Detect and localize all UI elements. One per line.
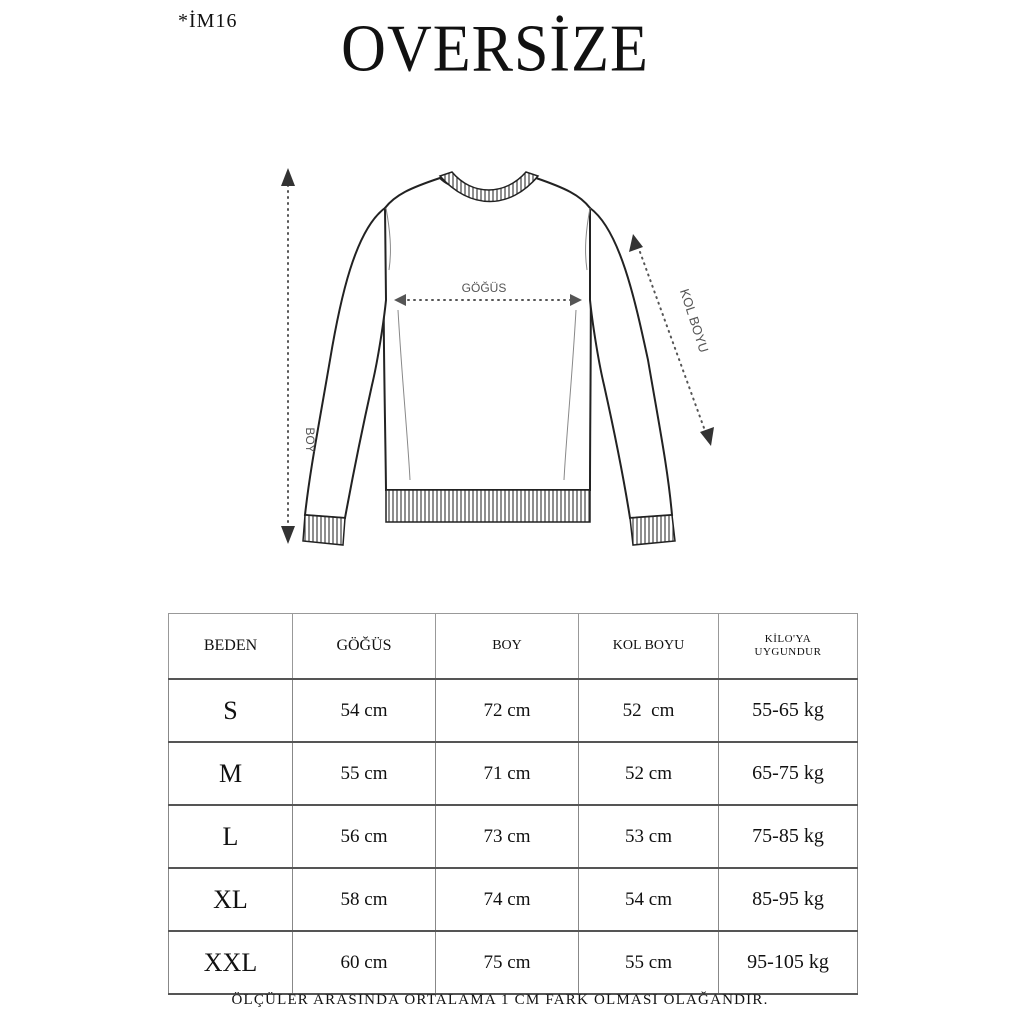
sweatshirt-body bbox=[384, 178, 591, 490]
table-row bbox=[169, 679, 858, 742]
cell-chest: 55 cm bbox=[293, 742, 436, 805]
cell-weight: 55-65 kg bbox=[719, 679, 858, 742]
cell-size: XXL bbox=[169, 931, 293, 994]
right-cuff bbox=[630, 515, 675, 545]
header-sleeve: KOL BOYU bbox=[579, 614, 719, 680]
cell-chest: 60 cm bbox=[293, 931, 436, 994]
size-chart-table bbox=[168, 613, 858, 995]
cell-sleeve: 53 cm bbox=[579, 805, 719, 868]
hem-rib bbox=[386, 490, 590, 522]
header-length: BOY bbox=[436, 614, 579, 680]
cell-length: 73 cm bbox=[436, 805, 579, 868]
length-label: BOY bbox=[303, 427, 317, 453]
table-header-row bbox=[169, 614, 858, 680]
cell-chest: 54 cm bbox=[293, 679, 436, 742]
right-sleeve bbox=[590, 208, 672, 518]
product-code: *İM16 bbox=[178, 10, 238, 32]
cell-weight: 75-85 kg bbox=[719, 805, 858, 868]
header-chest: GÖĞÜS bbox=[293, 614, 436, 680]
chest-label: GÖĞÜS bbox=[461, 281, 507, 295]
cell-weight: 95-105 kg bbox=[719, 931, 858, 994]
sleeve-arrow-bottom bbox=[700, 427, 714, 446]
cell-size: M bbox=[169, 742, 293, 805]
left-sleeve bbox=[305, 208, 386, 518]
cell-length: 75 cm bbox=[436, 931, 579, 994]
cell-size: L bbox=[169, 805, 293, 868]
cell-size: XL bbox=[169, 868, 293, 931]
sleeve-label: KOL BOYU bbox=[676, 286, 712, 355]
page-title: OVERSİZE bbox=[341, 12, 649, 86]
length-arrow-top bbox=[281, 168, 295, 186]
cell-size: S bbox=[169, 679, 293, 742]
left-cuff bbox=[303, 515, 345, 545]
table-row bbox=[169, 805, 858, 868]
cell-weight: 65-75 kg bbox=[719, 742, 858, 805]
cell-sleeve: 52 cm bbox=[579, 679, 719, 742]
sleeve-arrow-top bbox=[629, 234, 643, 252]
cell-length: 74 cm bbox=[436, 868, 579, 931]
table-row bbox=[169, 868, 858, 931]
table-row bbox=[169, 742, 858, 805]
header-size: BEDEN bbox=[169, 614, 293, 680]
cell-weight: 85-95 kg bbox=[719, 868, 858, 931]
cell-chest: 58 cm bbox=[293, 868, 436, 931]
cell-length: 72 cm bbox=[436, 679, 579, 742]
measurement-note: ÖLÇÜLER ARASINDA ORTALAMA 1 CM FARK OLMASI OLAĞANDIR. bbox=[231, 992, 769, 1008]
cell-length: 71 cm bbox=[436, 742, 579, 805]
header-weight: KİLO'YA UYGUNDUR bbox=[719, 614, 858, 680]
cell-chest: 56 cm bbox=[293, 805, 436, 868]
cell-sleeve: 54 cm bbox=[579, 868, 719, 931]
cell-sleeve: 55 cm bbox=[579, 931, 719, 994]
table-row bbox=[169, 931, 858, 994]
length-arrow-bottom bbox=[281, 526, 295, 544]
cell-sleeve: 52 cm bbox=[579, 742, 719, 805]
